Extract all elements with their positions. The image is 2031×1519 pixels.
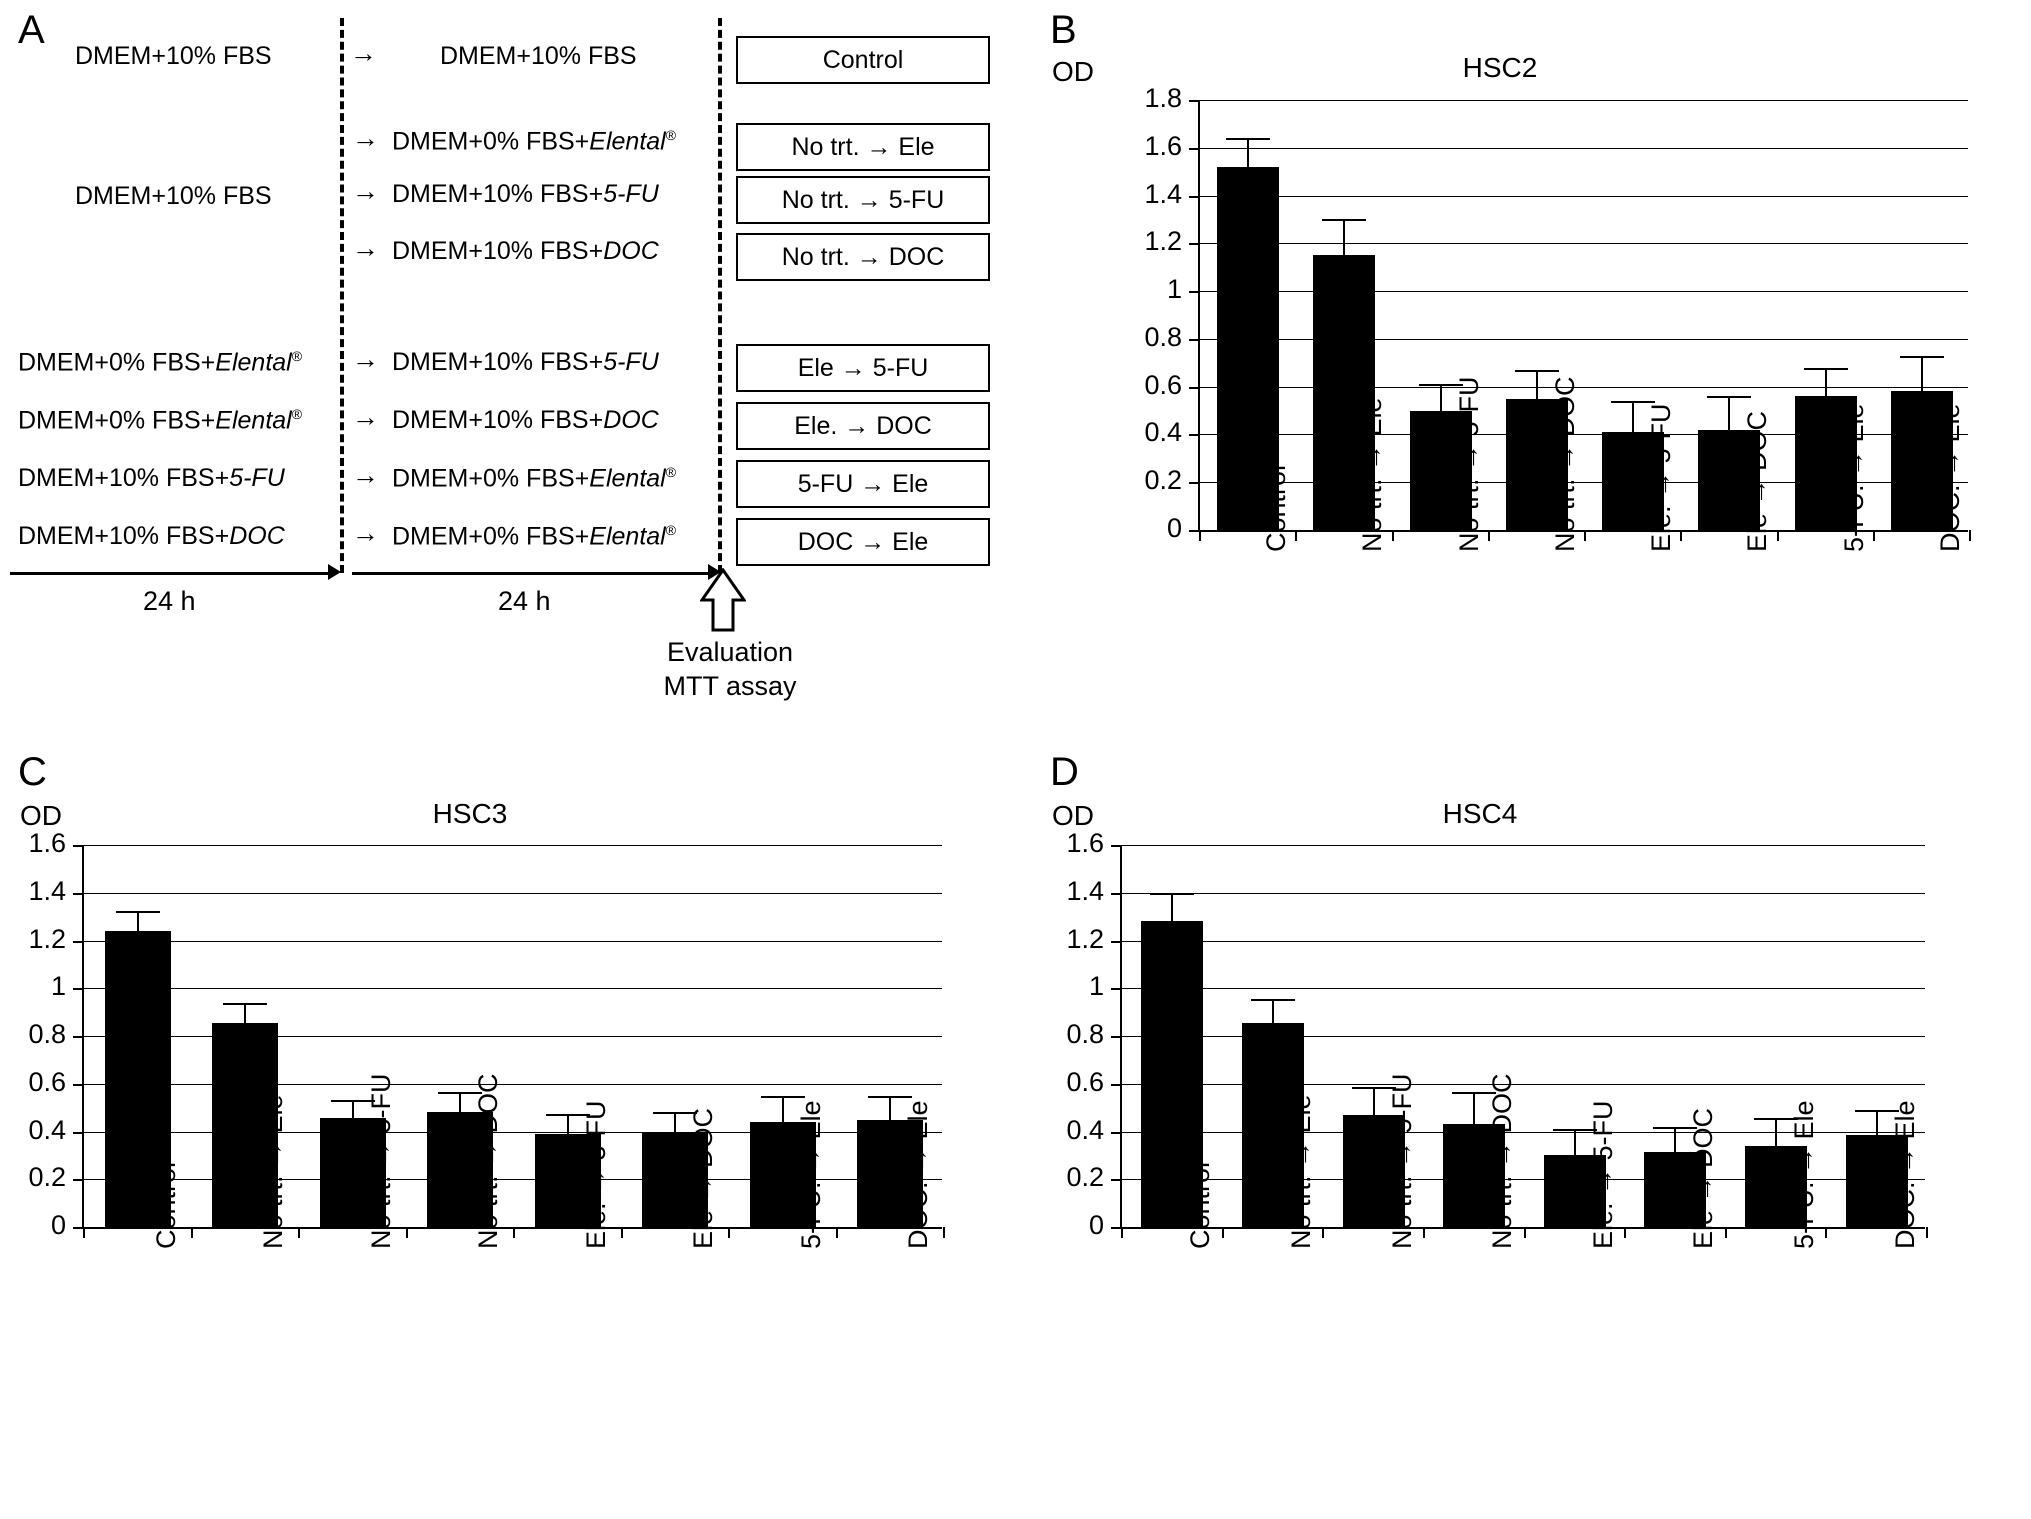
x-tick-mark [298, 1227, 300, 1238]
error-bar-cap [1804, 368, 1848, 370]
x-tick-mark [621, 1227, 623, 1238]
error-bar [1674, 1127, 1676, 1152]
flow-col1-row7: DMEM+10% FBS+5-FU [18, 464, 285, 492]
y-tick-label: 0.8 [1144, 321, 1182, 352]
flow-box-row2: No trt. → Ele [736, 123, 990, 171]
panel-c-letter: C [18, 750, 47, 794]
evaluation-line-2: MTT assay [663, 670, 797, 701]
y-tick-mark [73, 1179, 84, 1181]
error-bar [352, 1100, 354, 1118]
x-tick-label: No trt. → 5-FU [1453, 376, 1484, 552]
x-tick-mark [1680, 530, 1682, 541]
x-tick-mark [191, 1227, 193, 1238]
y-tick-label: 0.8 [28, 1019, 66, 1049]
panel-a-flow-diagram [0, 0, 1020, 740]
y-tick-mark [73, 1084, 84, 1086]
flow-box-row8: DOC → Ele [736, 518, 990, 566]
x-tick-label: Ele → DOC [1742, 410, 1773, 552]
error-bar [782, 1096, 784, 1122]
y-tick-label: 0 [50, 1210, 66, 1240]
y-tick-label: 0.4 [1144, 417, 1182, 448]
x-tick-label: DOC. → Ele [1889, 1100, 1920, 1249]
y-tick-mark [73, 845, 84, 847]
arrow-row1: → [350, 38, 377, 68]
flow-box-row7: 5-FU → Ele [736, 460, 990, 508]
y-tick-label: 1.4 [1066, 875, 1104, 906]
y-tick-mark [73, 1132, 84, 1134]
x-tick-mark [1222, 1227, 1224, 1238]
flow-col2-row7: DMEM+0% FBS+Elental® [392, 464, 677, 493]
gridline [1200, 100, 1968, 101]
flow-box-row6: Ele. → DOC [736, 402, 990, 450]
panel-c-title: HSC3 [432, 798, 508, 829]
panel-d-title: HSC4 [1442, 798, 1518, 829]
x-tick-label: Control [1261, 464, 1292, 552]
flow-box-row3: No trt. → 5-FU [736, 176, 990, 224]
x-tick-mark [1524, 1227, 1526, 1238]
x-tick-mark [1199, 530, 1201, 541]
error-bar-cap [223, 1003, 267, 1005]
error-bar [459, 1092, 461, 1112]
panel-d-plot-area [1066, 828, 1925, 1249]
error-bar [1247, 138, 1249, 167]
x-tick-mark [1926, 1227, 1928, 1238]
y-tick-label: 0.6 [28, 1066, 66, 1097]
y-tick-mark [1189, 148, 1200, 150]
x-tick-mark [1392, 530, 1394, 541]
x-tick-label: No trt. → DOC [1549, 376, 1580, 552]
timeline-arrow-1 [10, 572, 330, 575]
gridline [84, 988, 942, 989]
x-tick-label: No trt. → DOC [473, 1073, 504, 1249]
timeline-arrow-2 [352, 572, 712, 575]
y-tick-label: 1 [1088, 971, 1104, 1002]
x-tick-label: Control [1185, 1161, 1216, 1249]
error-bar [674, 1112, 676, 1132]
y-tick-mark [1189, 196, 1200, 198]
x-tick-mark [1488, 530, 1490, 541]
y-tick-label: 0.4 [28, 1114, 66, 1145]
divider-dashed-right [718, 18, 722, 573]
x-tick-mark [836, 1227, 838, 1238]
x-tick-label: Ele. → 5-FU [1646, 403, 1677, 552]
error-bar-cap [116, 911, 160, 913]
y-tick-mark [1111, 1036, 1122, 1038]
x-tick-mark [1873, 530, 1875, 541]
x-tick-mark [83, 1227, 85, 1238]
y-tick-mark [1189, 434, 1200, 436]
x-tick-label: DOC. → Ele [1934, 403, 1965, 552]
error-bar [1440, 384, 1442, 410]
x-tick-mark [1295, 530, 1297, 541]
gridline [1122, 893, 1925, 894]
flow-col2-row2: DMEM+0% FBS+Elental® [392, 127, 677, 156]
x-tick-label: No trt. → 5-FU [365, 1073, 396, 1249]
error-bar-cap [1322, 219, 1366, 221]
arrow-row2: → [352, 123, 379, 153]
gridline [1200, 196, 1968, 197]
error-bar [567, 1114, 569, 1134]
x-tick-label: No trt. → Ele [258, 1094, 289, 1249]
x-tick-mark [513, 1227, 515, 1238]
y-tick-mark [1111, 1132, 1122, 1134]
error-bar-cap [1515, 370, 1559, 372]
panel-d-letter: D [1050, 750, 1079, 794]
y-tick-label: 0.4 [1066, 1114, 1104, 1145]
flow-col2-row5: DMEM+10% FBS+5-FU [392, 348, 659, 376]
y-tick-mark [1111, 1179, 1122, 1181]
error-bar-cap [761, 1096, 805, 1098]
arrow-row5: → [352, 344, 379, 374]
y-tick-mark [1189, 100, 1200, 102]
y-tick-mark [73, 1036, 84, 1038]
error-bar-cap [1150, 893, 1194, 895]
error-bar [1373, 1087, 1375, 1114]
y-tick-mark [1189, 243, 1200, 245]
x-tick-label: 5-FU. → Ele [1789, 1100, 1820, 1249]
panel-a-letter: A [18, 8, 45, 52]
flow-col1-row6: DMEM+0% FBS+Elental® [18, 406, 303, 435]
flow-box-row4: No trt. → DOC [736, 233, 990, 281]
y-tick-label: 0.6 [1144, 369, 1182, 400]
panel-b-plot-area [1144, 83, 1968, 552]
panel-b-chart-hsc2 [1020, 0, 2031, 745]
flow-col2-row6: DMEM+10% FBS+DOC [392, 406, 659, 434]
flow-col2-row1: DMEM+10% FBS [440, 42, 637, 70]
x-tick-label: Control [150, 1161, 181, 1249]
error-bar-cap [868, 1096, 912, 1098]
arrow-row7: → [352, 460, 379, 490]
y-tick-label: 0.6 [1066, 1066, 1104, 1097]
x-tick-label: Ele → DOC [688, 1107, 719, 1249]
panel-c-plot-area [28, 828, 942, 1249]
y-tick-label: 1.8 [1144, 83, 1182, 113]
x-tick-mark [1969, 530, 1971, 541]
y-tick-label: 1 [50, 971, 66, 1002]
divider-dashed-left [340, 18, 344, 573]
flow-col1-row3: DMEM+10% FBS [75, 182, 272, 210]
x-tick-mark [1121, 1227, 1123, 1238]
x-tick-label: 5-FU. → Ele [795, 1100, 826, 1249]
x-tick-mark [1624, 1227, 1626, 1238]
gridline [1122, 845, 1925, 846]
error-bar-cap [1226, 138, 1270, 140]
x-tick-mark [1777, 530, 1779, 541]
error-bar [1775, 1118, 1777, 1145]
panel-b-y-axis-label: OD [1052, 56, 1094, 87]
x-tick-label: Ele. → 5-FU [1587, 1100, 1618, 1249]
x-tick-mark [1584, 530, 1586, 541]
panel-c-chart-hsc3 [0, 750, 1000, 1519]
x-tick-label: Ele → DOC [1688, 1107, 1719, 1249]
y-tick-label: 0.8 [1066, 1019, 1104, 1049]
error-bar-cap [1900, 356, 1944, 358]
gridline [84, 845, 942, 846]
timeline-arrowhead-1 [328, 564, 341, 580]
x-tick-label: No trt. → Ele [1285, 1094, 1316, 1249]
error-bar [1876, 1110, 1878, 1135]
y-tick-mark [1111, 893, 1122, 895]
x-tick-label: No trt. → Ele [1357, 397, 1388, 552]
time-label-2: 24 h [498, 586, 551, 616]
y-tick-label: 1.6 [28, 828, 66, 858]
y-tick-mark [1111, 941, 1122, 943]
error-bar [1632, 401, 1634, 432]
error-bar-cap [1707, 396, 1751, 398]
x-tick-mark [1322, 1227, 1324, 1238]
x-tick-mark [943, 1227, 945, 1238]
arrow-row6: → [352, 402, 379, 432]
y-tick-mark [1189, 291, 1200, 293]
y-tick-mark [1111, 1084, 1122, 1086]
y-tick-mark [1111, 845, 1122, 847]
x-tick-mark [1825, 1227, 1827, 1238]
panel-d-chart-hsc4 [1000, 750, 2031, 1519]
panel-b-letter: B [1050, 8, 1077, 52]
y-tick-label: 1.4 [28, 875, 66, 906]
flow-col2-row3: DMEM+10% FBS+5-FU [392, 180, 659, 208]
flow-col2-row4: DMEM+10% FBS+DOC [392, 237, 659, 265]
y-tick-label: 1.2 [28, 923, 66, 954]
error-bar [1574, 1129, 1576, 1155]
y-tick-mark [1189, 482, 1200, 484]
y-tick-label: 1.6 [1144, 130, 1182, 161]
x-tick-label: No trt. → DOC [1487, 1073, 1518, 1249]
error-bar [1825, 368, 1827, 397]
y-tick-label: 1.2 [1144, 226, 1182, 257]
flow-box-row5: Ele → 5-FU [736, 344, 990, 392]
y-tick-label: 0.2 [28, 1162, 66, 1193]
error-bar [137, 911, 139, 931]
error-bar [1272, 999, 1274, 1023]
gridline [1122, 941, 1925, 942]
panel-b-title: HSC2 [1462, 52, 1538, 83]
y-tick-label: 0.2 [1144, 465, 1182, 496]
x-tick-label: DOC. → Ele [903, 1100, 934, 1249]
evaluation-label [640, 636, 820, 704]
y-tick-mark [1189, 387, 1200, 389]
time-label-1: 24 h [143, 586, 196, 616]
error-bar [1171, 893, 1173, 922]
flow-col1-row1: DMEM+10% FBS [75, 42, 272, 70]
flow-box-row1: Control [736, 36, 990, 84]
gridline [1122, 988, 1925, 989]
y-tick-mark [1189, 339, 1200, 341]
y-tick-label: 0.2 [1066, 1162, 1104, 1193]
arrow-row8: → [352, 518, 379, 548]
y-tick-label: 1.6 [1066, 828, 1104, 858]
y-tick-mark [73, 941, 84, 943]
error-bar [244, 1003, 246, 1023]
error-bar [1473, 1092, 1475, 1124]
panel-c-y-axis-label: OD [20, 800, 62, 831]
error-bar [1921, 356, 1923, 392]
y-tick-label: 1.2 [1066, 923, 1104, 954]
x-tick-label: No trt. → 5-FU [1386, 1073, 1417, 1249]
y-tick-label: 0 [1088, 1210, 1104, 1240]
gridline [84, 941, 942, 942]
x-tick-mark [406, 1227, 408, 1238]
error-bar-cap [1251, 999, 1295, 1001]
flow-col2-row8: DMEM+0% FBS+Elental® [392, 522, 677, 551]
flow-col1-row5: DMEM+0% FBS+Elental® [18, 348, 303, 377]
gridline [84, 893, 942, 894]
x-tick-label: 5-FU. → Ele [1838, 403, 1869, 552]
arrow-row4: → [352, 233, 379, 263]
gridline [1200, 148, 1968, 149]
arrow-row3: → [352, 176, 379, 206]
x-tick-mark [1423, 1227, 1425, 1238]
y-tick-mark [1111, 988, 1122, 990]
flow-col1-row8: DMEM+10% FBS+DOC [18, 522, 285, 550]
gridline [1200, 243, 1968, 244]
y-tick-label: 1.4 [1144, 178, 1182, 209]
evaluation-line-1: Evaluation [666, 637, 794, 667]
error-bar [1343, 219, 1345, 255]
error-bar [1728, 396, 1730, 429]
y-tick-label: 1 [1166, 274, 1182, 305]
y-tick-mark [73, 988, 84, 990]
evaluation-up-arrow-icon [700, 568, 746, 632]
panel-d-y-axis-label: OD [1052, 800, 1094, 831]
x-tick-mark [1725, 1227, 1727, 1238]
x-tick-label: Ele. → 5-FU [580, 1100, 611, 1249]
x-tick-mark [728, 1227, 730, 1238]
error-bar [1536, 370, 1538, 399]
error-bar [889, 1096, 891, 1120]
y-tick-label: 0 [1166, 513, 1182, 543]
y-tick-mark [73, 893, 84, 895]
